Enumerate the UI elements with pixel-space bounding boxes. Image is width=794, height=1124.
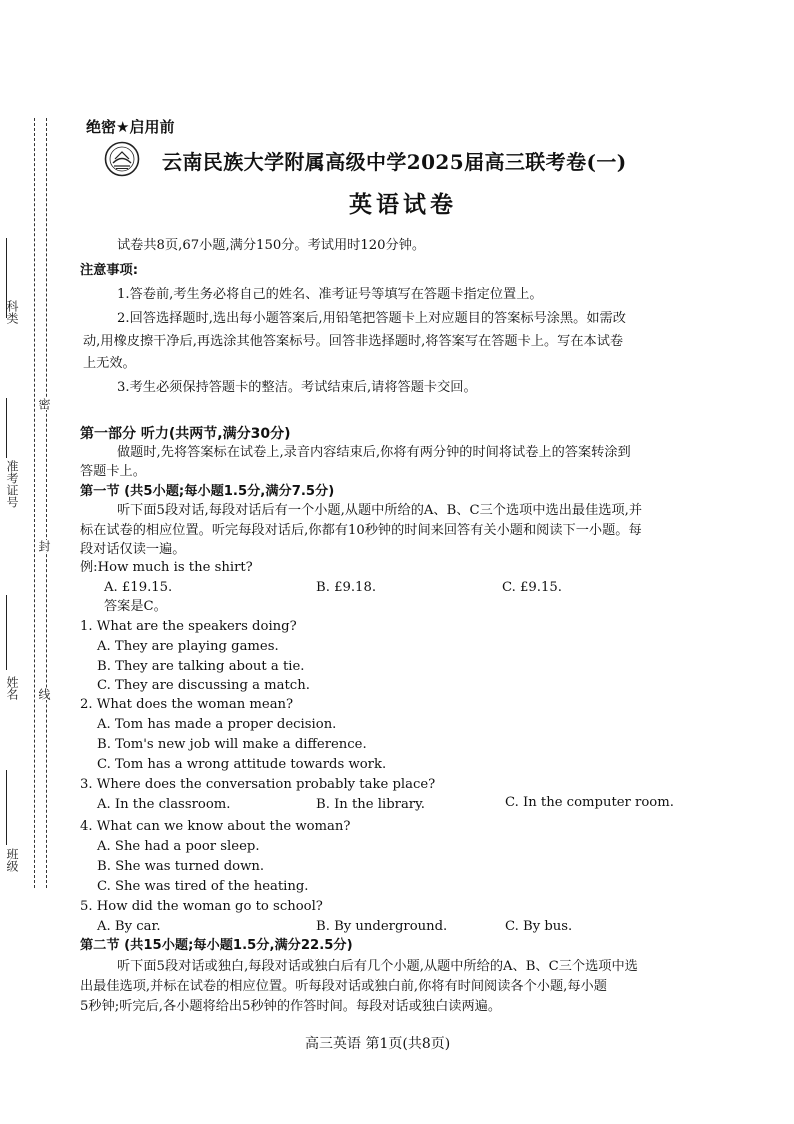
section1-instruction-2: 标在试卷的相应位置。听完每段对话后,你都有10秒钟的时间来回答有关小题和阅读下一小题。每 (80, 523, 642, 538)
q2-option-a: A. Tom has made a proper decision. (97, 717, 337, 732)
q4-option-a: A. She had a poor sleep. (97, 839, 260, 854)
section1-instruction-1: 听下面5段对话,每段对话后有一个小题,从题中所给的A、B、C三个选项中选出最佳选项,并 (117, 503, 643, 518)
school-logo-icon (104, 141, 140, 177)
q3-option-b: B. In the library. (316, 797, 425, 812)
subject-label: 科类 (5, 300, 19, 324)
q5-option-a: A. By car. (97, 919, 161, 934)
q1-option-c: C. They are discussing a match. (97, 678, 310, 693)
exam-no-underline (6, 398, 8, 458)
section2-heading: 第二节 (共15小题;每小题1.5分,满分22.5分) (80, 938, 353, 953)
example-option-c: C. £9.15. (502, 580, 562, 595)
q4-option-b: B. She was turned down. (97, 859, 265, 874)
q4-stem: 4. What can we know about the woman? (80, 819, 351, 834)
note-line-5: 3.考生必须保持答题卡的整洁。考试结束后,请将答题卡交回。 (117, 380, 477, 395)
class-underline (6, 770, 8, 845)
section1-heading: 第一节 (共5小题;每小题1.5分,满分7.5分) (80, 484, 335, 499)
note-line-3: 动,用橡皮擦干净后,再选涂其他答案标号。回答非选择题时,将答案写在答题卡上。写在本试卷 (83, 334, 624, 349)
q2-stem: 2. What does the woman mean? (80, 697, 294, 712)
q3-option-c: C. In the computer room. (505, 795, 674, 810)
exam-intro: 试卷共8页,67小题,满分150分。考试用时120分钟。 (117, 238, 426, 253)
seal-char-mi: 密 (37, 398, 51, 410)
name-label: 姓名 (5, 676, 19, 700)
seal-char-feng: 封 (37, 540, 51, 552)
note-line-4: 上无效。 (83, 356, 136, 371)
part1-instruction-1: 做题时,先将答案标在试卷上,录音内容结束后,你将有两分钟的时间将试卷上的答案转涂到 (117, 445, 631, 460)
confidential-label: 绝密★启用前 (86, 118, 175, 136)
q1-option-a: A. They are playing games. (97, 639, 279, 654)
q5-stem: 5. How did the woman go to school? (80, 899, 323, 914)
exam-no-label: 准考证号 (5, 460, 19, 508)
example-answer: 答案是C。 (104, 599, 167, 614)
q2-option-c: C. Tom has a wrong attitude towards work. (97, 757, 387, 772)
part1-heading: 第一部分 听力(共两节,满分30分) (80, 426, 291, 442)
example-option-b: B. £9.18. (316, 580, 377, 595)
q4-option-c: C. She was tired of the heating. (97, 879, 309, 894)
section2-instruction-1: 听下面5段对话或独白,每段对话或独白后有几个小题,从题中所给的A、B、C三个选项中选 (117, 959, 638, 974)
q1-stem: 1. What are the speakers doing? (80, 619, 297, 634)
example-question: 例:How much is the shirt? (80, 560, 253, 575)
q5-option-c: C. By bus. (505, 919, 573, 934)
note-line-2: 2.回答选择题时,选出每小题答案后,用铅笔把答题卡上对应题目的答案标号涂黑。如需改 (117, 311, 626, 326)
class-label: 班级 (5, 848, 19, 872)
binding-dashed-line-inner (46, 118, 47, 888)
example-option-a: A. £19.15. (104, 580, 173, 595)
name-underline (6, 595, 8, 670)
notes-heading: 注意事项: (80, 263, 139, 278)
part1-instruction-2: 答题卡上。 (80, 464, 146, 479)
binding-dashed-line-outer (34, 118, 35, 888)
school-title: 云南民族大学附属高级中学2025届高三联考卷(一) (162, 150, 627, 174)
exam-title: 英语试卷 (349, 192, 457, 218)
note-line-1: 1.答卷前,考生务必将自己的姓名、准考证号等填写在答题卡指定位置上。 (117, 287, 543, 302)
section1-instruction-3: 段对话仅读一遍。 (80, 542, 186, 557)
q2-option-b: B. Tom's new job will make a difference. (97, 737, 367, 752)
q1-option-b: B. They are talking about a tie. (97, 659, 305, 674)
q3-stem: 3. Where does the conversation probably take place? (80, 777, 436, 792)
section2-instruction-2: 出最佳选项,并标在试卷的相应位置。听每段对话或独白前,你将有时间阅读各个小题,每小题 (80, 979, 607, 994)
q3-option-a: A. In the classroom. (97, 797, 231, 812)
section2-instruction-3: 5秒钟;听完后,各小题将给出5秒钟的作答时间。每段对话或独白读两遍。 (80, 999, 502, 1014)
seal-char-xian: 线 (37, 688, 51, 700)
page-footer: 高三英语 第1页(共8页) (305, 1036, 451, 1052)
q5-option-b: B. By underground. (316, 919, 448, 934)
